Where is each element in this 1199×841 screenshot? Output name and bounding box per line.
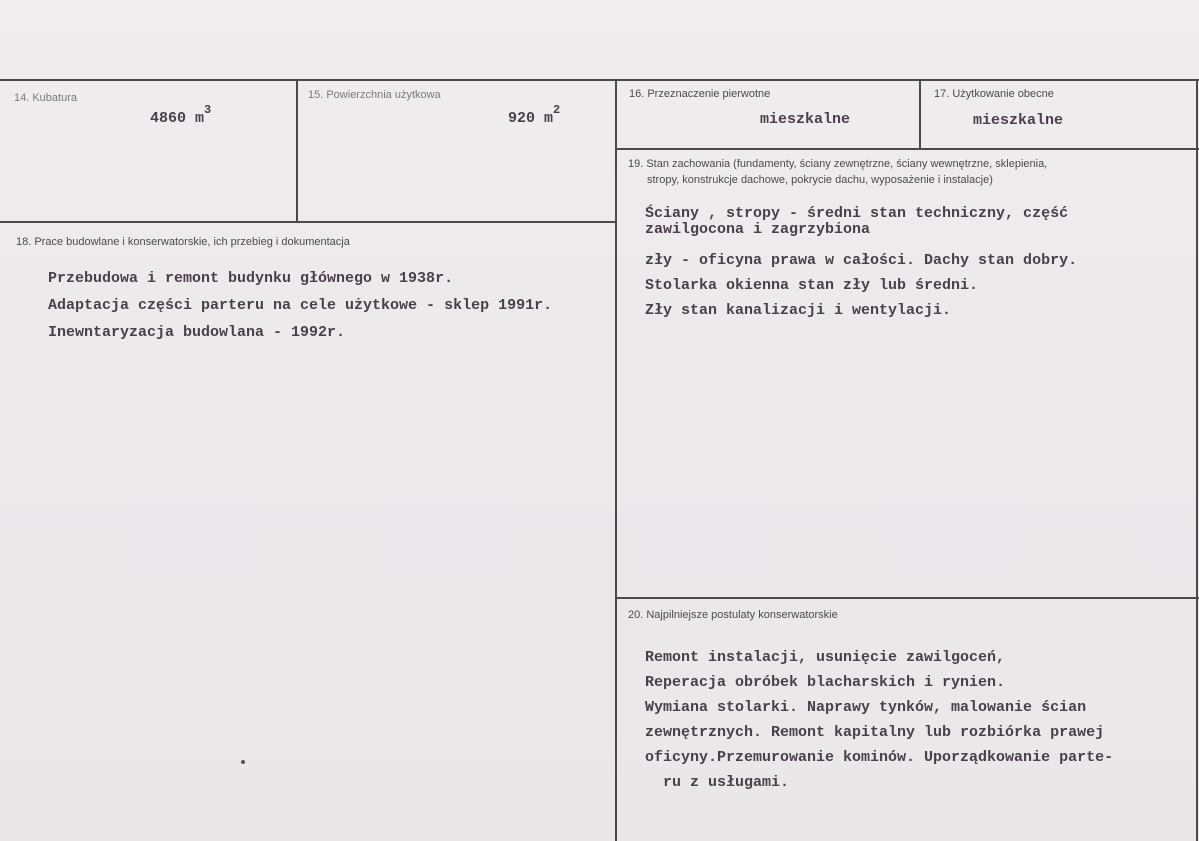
postulaty-label: 20. Najpilniejsze postulaty konserwatorskie: [628, 609, 838, 621]
rule-under-16-17: [616, 148, 1199, 150]
prace-line-1: Przebudowa i remont budynku głównego w 1938r.: [48, 270, 454, 287]
postulaty-line-5: oficyny.Przemurowanie kominów. Uporządkowanie parte-: [645, 749, 1114, 766]
postulaty-text: [645, 645, 1113, 795]
prace-line-3: Inewntaryzacja budowlana - 1992r.: [48, 324, 346, 341]
prace-label: 18. Prace budowlane i konserwatorskie, ich przebieg i dokumentacja: [16, 236, 350, 248]
divider-main-vertical: [615, 80, 617, 841]
stan-line-3: zły - oficyna prawa w całości. Dachy stan dobry.: [645, 252, 1078, 269]
kubatura-value: [150, 103, 212, 127]
divider-14-15: [296, 80, 298, 223]
przeznaczenie-value: mieszkalne: [760, 111, 851, 128]
rule-under-14-15: [0, 221, 616, 223]
postulaty-line-4: zewnętrznych. Remont kapitalny lub rozbiórka prawej: [645, 724, 1105, 741]
stan-line-4: Stolarka okienna stan zły lub średni.: [645, 277, 979, 294]
kubatura-unit-exponent: 3: [204, 103, 212, 117]
postulaty-line-3: Wymiana stolarki. Naprawy tynków, malowanie ścian: [645, 699, 1087, 716]
divider-16-17: [919, 80, 921, 149]
postulaty-line-1: Remont instalacji, usunięcie zawilgoceń,: [645, 649, 1006, 666]
powierzchnia-unit: m: [544, 110, 554, 127]
postulaty-line-2: Reperacja obróbek blacharskich i rynien.: [645, 674, 1006, 691]
stan-label-line1: 19. Stan zachowania (fundamenty, ściany zewnętrzne, ściany wewnętrzne, sklepienia,: [628, 158, 1048, 170]
stan-line-5: Zły stan kanalizacji i wentylacji.: [645, 302, 952, 319]
kubatura-unit: m: [195, 110, 205, 127]
kubatura-number: 4860: [150, 110, 187, 127]
prace-text: [48, 265, 552, 346]
top-rule: [0, 79, 1199, 81]
prace-line-2: Adaptacja części parteru na cele użytkowe - sklep 1991r.: [48, 297, 553, 314]
stan-line-1: Ściany , stropy - średni stan techniczny, część: [645, 205, 1069, 222]
stan-label-line2: stropy, konstrukcje dachowe, pokrycie dachu, wyposażenie i instalacje): [647, 174, 993, 186]
stan-text-2: [645, 248, 1077, 323]
kubatura-label: 14. Kubatura: [14, 92, 77, 104]
stan-text: [645, 206, 1068, 238]
powierzchnia-unit-exponent: 2: [553, 103, 561, 117]
ink-speck: [241, 760, 245, 764]
uzytkowanie-label: 17. Użytkowanie obecne: [934, 88, 1054, 100]
postulaty-line-6: ru z usługami.: [663, 774, 790, 791]
powierzchnia-label: 15. Powierzchnia użytkowa: [308, 89, 441, 101]
powierzchnia-number: 920: [508, 110, 536, 127]
stan-line-2: zawilgocona i zagrzybiona: [645, 221, 871, 238]
powierzchnia-value: [508, 103, 561, 127]
right-edge-rule: [1196, 80, 1198, 841]
przeznaczenie-label: 16. Przeznaczenie pierwotne: [629, 88, 771, 100]
rule-above-20: [616, 597, 1199, 599]
uzytkowanie-value: mieszkalne: [973, 112, 1064, 129]
